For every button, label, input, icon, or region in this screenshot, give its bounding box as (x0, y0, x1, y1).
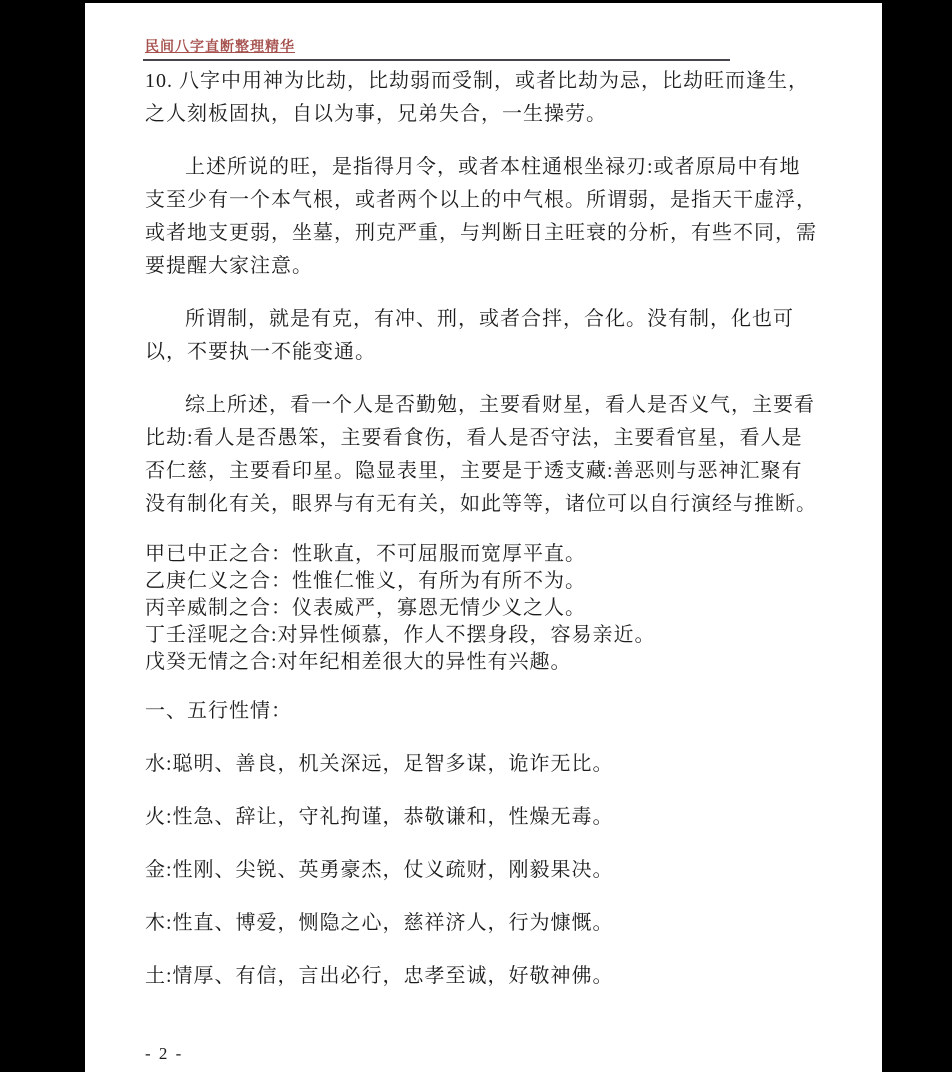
element-line-fire: 火:性急、辞让，守礼拘谨，恭敬谦和，性燥无毒。 (145, 806, 614, 828)
left-black-margin (0, 0, 85, 1072)
element-line-earth: 土:情厚、有信，言出必行，忠孝至诚，好敬神佛。 (145, 965, 614, 987)
page-number: - 2 - (145, 1044, 184, 1063)
element-line-water: 水:聪明、善良，机关深远，足智多谋，诡诈无比。 (145, 753, 614, 775)
document-body (145, 65, 817, 990)
page-content (145, 38, 817, 1016)
right-black-margin (882, 0, 952, 1072)
paragraph-summary: 综上所述，看一个人是否勤勉，主要看财星，看人是否义气，主要看比劫:看人是否愚笨，主要看食伤，看人是否守法，主要看官星，看人是否仁慈，主要看印星。隐显表里，主要是于透支藏:善恶则与恶神汇聚有没有制化有关，眼界与有无有关，如此等等，诸位可以自行演经与推断。 (145, 394, 817, 515)
document-title: 民间八字直断整理精华 (145, 40, 295, 55)
element-line-wood: 木:性直、博爱，恻隐之心，慈祥济人，行为慷慨。 (145, 912, 614, 934)
header-divider (143, 59, 730, 61)
paragraph-wang-explanation: 上述所说的旺，是指得月令，或者本柱通根坐禄刃:或者原局中有地支至少有一个本气根，或者两个以上的中气根。所谓弱，是指天干虚浮，或者地支更弱，坐墓，刑克严重，与判断日主旺衰的分析，有些不同，需要提醒大家注意。 (145, 156, 817, 277)
combo-line-dingren: 丁壬淫呢之合:对异性倾慕，作人不摆身段，容易亲近。 (145, 624, 656, 646)
document-page (85, 3, 882, 1072)
section-heading-five-elements: 一、五行性情： (145, 700, 292, 722)
five-element-list (145, 751, 817, 990)
element-line-metal: 金:性刚、尖锐、英勇豪杰，仗义疏财，刚毅果决。 (145, 859, 614, 881)
stem-combination-list (145, 541, 817, 676)
combo-line-jiaji: 甲已中正之合：性耿直，不可屈服而宽厚平直。 (145, 543, 586, 565)
combo-line-wugui: 戊癸无情之合:对年纪相差很大的异性有兴趣。 (145, 651, 572, 673)
combo-line-bingxin: 丙辛威制之合：仪表威严，寡恩无情少义之人。 (145, 597, 586, 619)
page-footer (145, 1044, 183, 1064)
paragraph-item-10: 10. 八字中用神为比劫，比劫弱而受制，或者比劫为忌，比劫旺而逢生，之人刻板固执，自以为事，兄弟失合，一生操劳。 (145, 70, 809, 125)
page-header (145, 38, 817, 61)
paragraph-zhi-explanation: 所谓制，就是有克，有冲、刑，或者合拌，合化。没有制，化也可以，不要执一不能变通。 (145, 308, 794, 363)
combo-line-yigeng: 乙庚仁义之合：性惟仁惟义，有所为有所不为。 (145, 570, 586, 592)
